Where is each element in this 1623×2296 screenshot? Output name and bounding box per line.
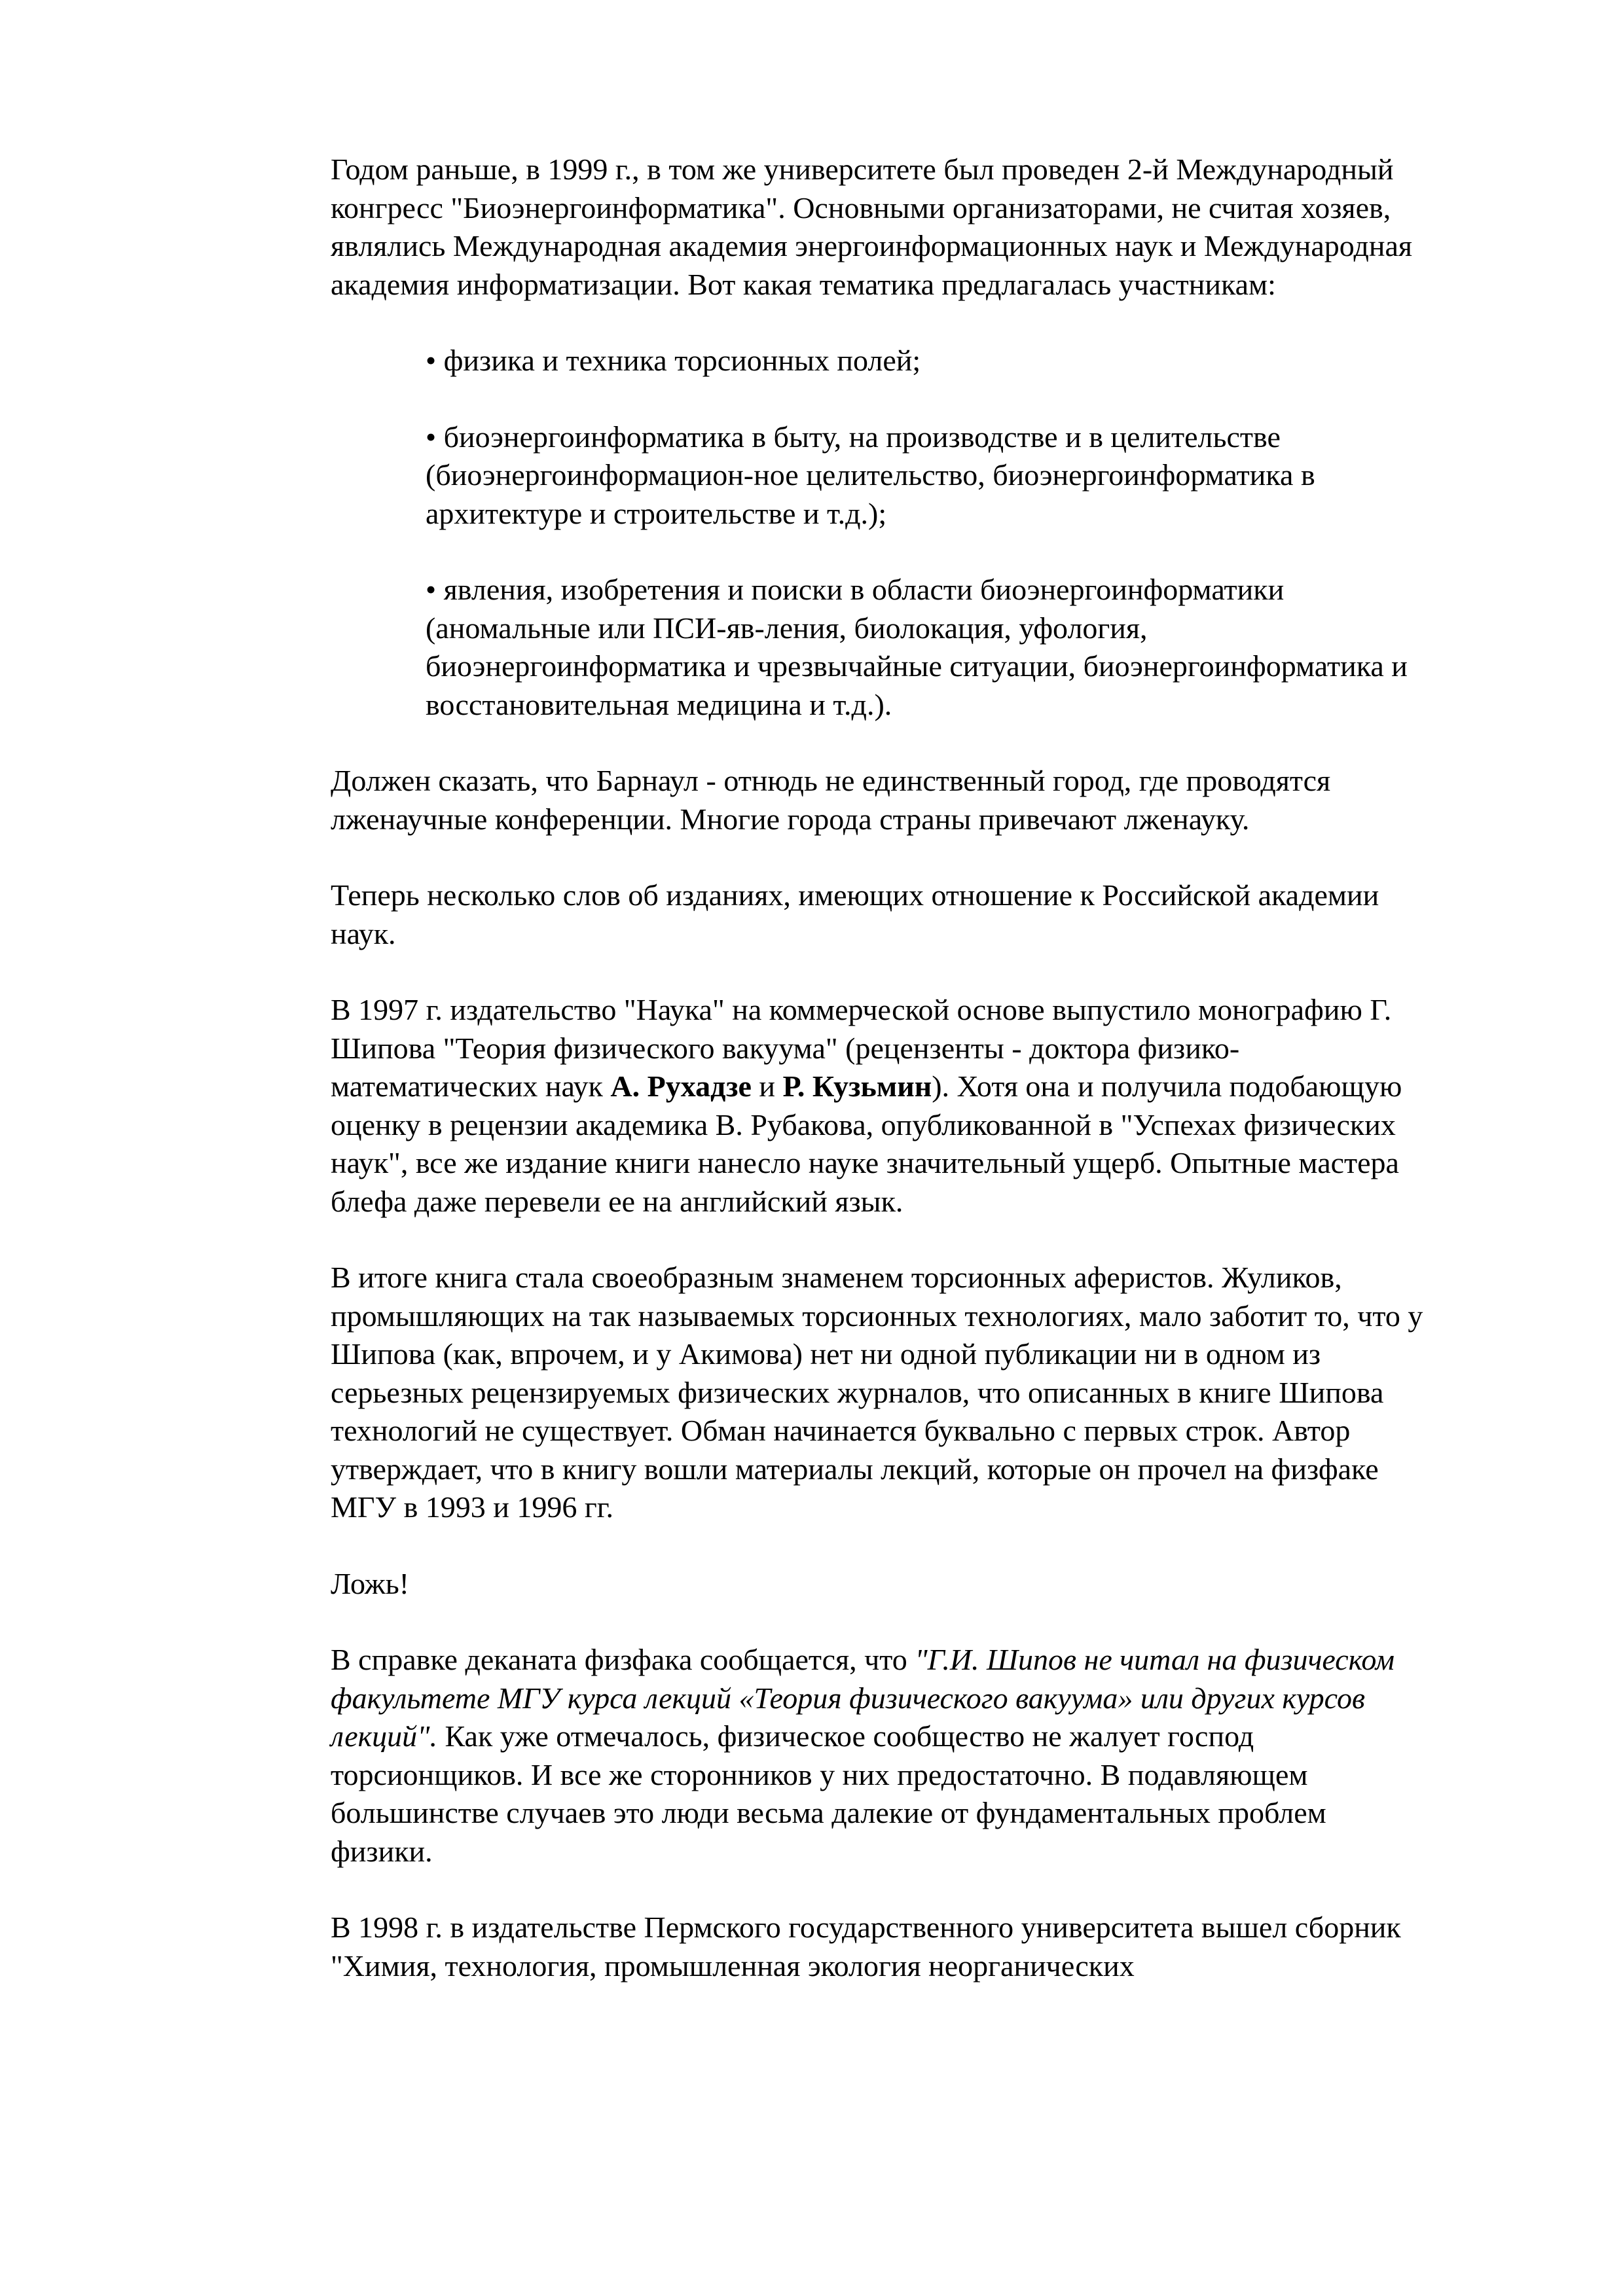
paragraph-lie: Ложь!	[331, 1566, 409, 1600]
dean-reference-start: В справке деканата физфака сообщается, что	[331, 1643, 915, 1676]
paragraph-torsion-swindlers: В итоге книга стала своеобразным знаменем торсионных аферистов. Жуликов, промышляющих на так называемых торсионных технологиях, мало заботит то, что у Шипова (как, впрочем, и у Акимова) нет ни одной публикации ни в одном из серьезных рецензируемых физических журналов, что описанных в книге Шипова технологий не существует. Обман начинается буквально с первых строк. Автор утверждает, что в книгу вошли материалы лекций, которые он прочел на физфаке МГУ в 1993 и 1996 гг.	[331, 1261, 1423, 1524]
paragraph-dean-reference	[331, 1641, 1431, 1871]
reviewer-conjunction: и	[751, 1069, 783, 1103]
paragraph-barnaul: Должен сказать, что Барнаул - отнюдь не единственный город, где проводятся лженаучные конференции. Многие города страны привечают лженауку.	[331, 764, 1331, 836]
reviewer-rukhadze: А. Рухадзе	[610, 1069, 752, 1103]
paragraph-congress: Годом раньше, в 1999 г., в том же университете был проведен 2-й Международный конгресс "Биоэнергоинформатика". Основными организаторами, не считая хозяев, являлись Международная академия энергоинформационных наук и Международная академия информатизации. Вот какая тематика предлагалась участникам:	[331, 152, 1413, 301]
paragraph-shipov-monograph	[331, 991, 1431, 1221]
paragraph-perm-collection: В 1998 г. в издательстве Пермского государственного университета вышел сборник "Химия, технология, промышленная экология неорганических	[331, 1910, 1401, 1982]
document-page	[331, 151, 1431, 2023]
topic-list	[331, 342, 1431, 724]
list-item-phenomena-inventions: • явления, изобретения и поиски в области биоэнергоинформатики (аномальные или ПСИ-яв-ления, биолокация, уфология, биоэнергоинформатика и чрезвычайные ситуации, биоэнергоинформатика и восстановительная медицина и т.д.).	[426, 573, 1408, 721]
monograph-text-start: В 1997 г. издательство "Наука" на коммерческой основе выпустило монографию Г. Шипова "Теория физического вакуума" (рецензенты - доктора физико-математических наук	[331, 993, 1392, 1103]
reviewer-kuzmin: Р. Кузьмин	[782, 1069, 932, 1103]
dean-reference-quote: "Г.И. Шипов не читал на физическом факультете МГУ курса лекций «Теория физического вакуума» или других курсов лекций".	[331, 1643, 1395, 1753]
dean-reference-end: Как уже отмечалось, физическое сообщество не жалует господ торсионщиков. И все же сторонников у них предостаточно. В подавляющем большинстве случаев это люди весьма далекие от фундаментальных проблем физики.	[331, 1719, 1326, 1868]
monograph-text-end: ). Хотя она и получила подобающую оценку в рецензии академика В. Рубакова, опубликованной в "Успехах физических наук", все же издание книги нанесло науке значительный ущерб. Опытные мастера блефа даже перевели ее на английский язык.	[331, 1069, 1402, 1218]
list-item-everyday-bioenergoinformatics: • биоэнергоинформатика в быту, на производстве и в целительстве (биоэнергоинформацион-ное целительство, биоэнергоинформатика в архитектуре и строительстве и т.д.);	[426, 420, 1315, 530]
paragraph-publications-intro: Теперь несколько слов об изданиях, имеющих отношение к Российской академии наук.	[331, 878, 1379, 950]
list-item-torsion-fields: • физика и техника торсионных полей;	[426, 344, 921, 377]
